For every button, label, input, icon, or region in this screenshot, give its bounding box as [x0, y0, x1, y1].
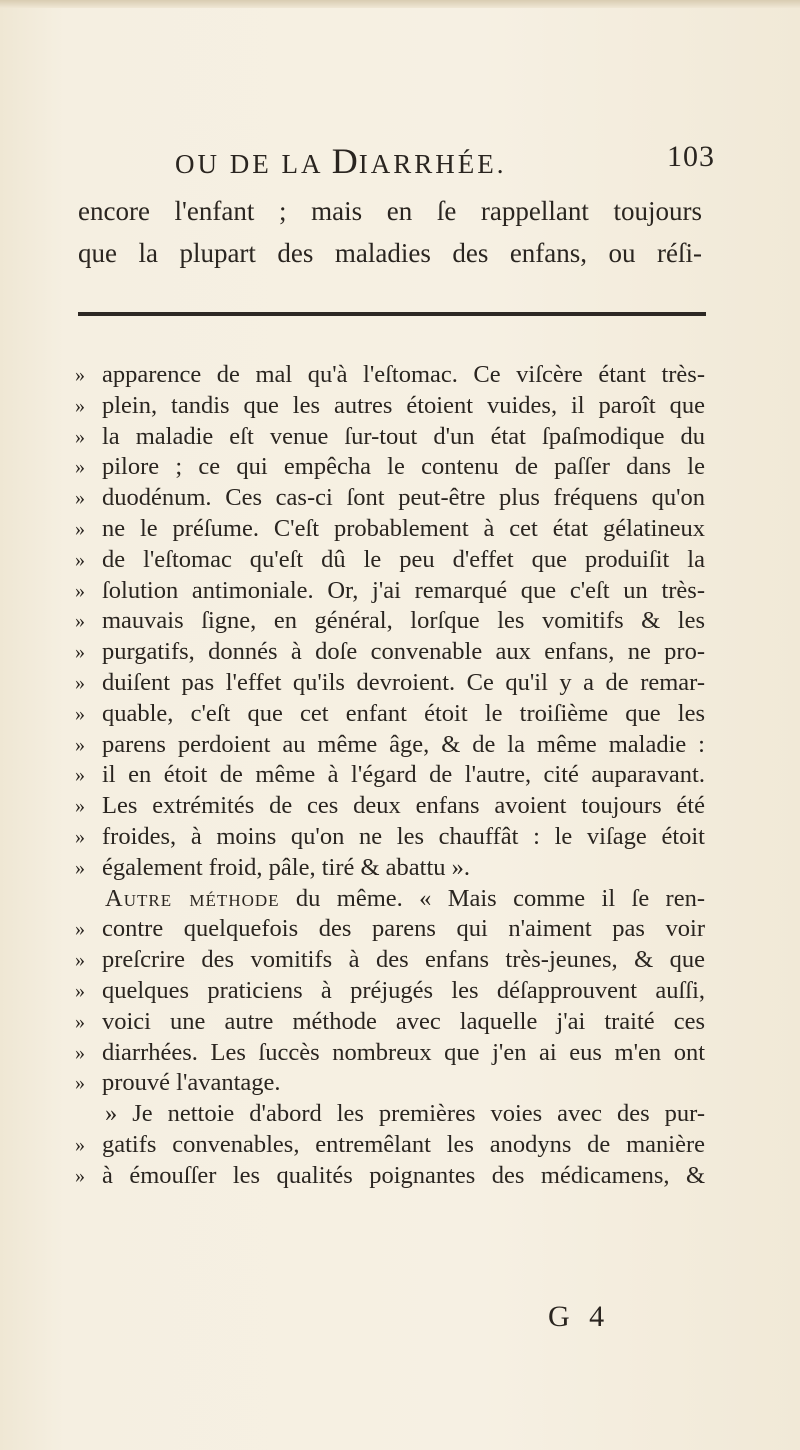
quote-line	[75, 1068, 705, 1099]
quote-text: quelques praticiens à préjugés les déſapprouvent auſſi,	[102, 976, 705, 1004]
quote-mark: »	[75, 610, 85, 633]
quote-mark: »	[75, 364, 85, 386]
quote-text: ſolution antimoniale. Or, j'ai remarqué que c'eſt un très-	[102, 576, 705, 604]
page-top-edge	[0, 0, 800, 8]
method-heading-rest: du même. « Mais comme il ſe ren-	[279, 884, 705, 912]
quote-line	[75, 545, 705, 576]
method-heading-line	[75, 884, 705, 915]
quote-mark: »	[75, 517, 85, 540]
quote-mark: »	[75, 918, 85, 941]
quote-mark: »	[75, 394, 85, 417]
section-rule	[78, 312, 706, 316]
top-text-block	[78, 190, 702, 274]
quote-mark: »	[75, 856, 85, 879]
running-head-title	[175, 140, 507, 182]
quote-mark: »	[75, 949, 85, 972]
quote-mark: »	[75, 456, 85, 479]
quote-line	[75, 822, 705, 853]
quote-line	[75, 1130, 705, 1161]
quote-mark: »	[75, 1133, 85, 1156]
quote-mark: »	[75, 733, 85, 756]
quote-text: contre quelquefois des parens qui n'aiment pas voir	[102, 915, 705, 943]
signature-mark: G 4	[548, 1300, 611, 1333]
quote-line	[75, 699, 705, 730]
quote-text: mauvais ſigne, en général, lorſque les vomitifs & les	[102, 607, 705, 635]
quote-mark: »	[75, 825, 85, 848]
quote-line	[75, 914, 705, 945]
running-head	[175, 140, 715, 180]
quote-mark: »	[75, 671, 85, 694]
quote-text: également froid, pâle, tiré & abattu ».	[102, 853, 471, 881]
quote-mark: »	[75, 579, 85, 602]
quoted-text-block	[75, 360, 705, 1192]
quote-mark: »	[75, 425, 85, 448]
quote-text: il en étoit de même à l'égard de l'autre, cité auparavant.	[102, 761, 705, 789]
method-heading-caps: Autre méthode	[105, 884, 280, 912]
quote-text: pilore ; ce qui empêcha le contenu de paſſer dans le	[102, 453, 705, 481]
quote-text: ne le préſume. C'eſt probablement à cet état gélatineux	[102, 514, 705, 542]
quote-line	[75, 976, 705, 1007]
quote-line	[75, 1038, 705, 1069]
quote-mark: »	[75, 548, 85, 571]
quote-mark: »	[75, 1072, 85, 1095]
running-head-initial: D	[331, 141, 359, 181]
quote-mark: »	[75, 1041, 85, 1064]
quote-text: la maladie eſt venue ſur-tout d'un état ſpaſmodique du	[102, 422, 705, 450]
running-head-rest: IARRHÉE.	[358, 149, 507, 179]
quote-text: gatifs convenables, entremêlant les anodyns de manière	[102, 1130, 705, 1158]
quote-line	[75, 422, 705, 453]
quote-text: prouvé l'avantage.	[102, 1069, 281, 1097]
quote-text: froides, à moins qu'on ne les chauffât : le viſage étoit	[102, 822, 705, 850]
quote-text: quable, c'eſt que cet enfant étoit le troiſième que les	[102, 699, 705, 727]
page-number: 103	[667, 140, 715, 173]
quote-text: » Je nettoie d'abord les premières voies avec des pur-	[105, 1100, 705, 1128]
quote-text: apparence de mal qu'à l'eſtomac. Ce viſcère étant très-	[102, 361, 705, 388]
quote-line	[75, 668, 705, 699]
quote-line	[75, 730, 705, 761]
quote-mark: »	[75, 641, 85, 664]
quote-line	[75, 1007, 705, 1038]
text-line: que la plupart des maladies des enfans, ou réſi-	[78, 238, 702, 268]
quote-line	[75, 483, 705, 514]
quote-text: purgatifs, donnés à doſe convenable aux enfans, ne pro-	[102, 638, 705, 666]
quote-mark: »	[75, 979, 85, 1002]
paragraph-start-line	[75, 1099, 705, 1130]
quote-mark: »	[75, 1164, 85, 1187]
text-line: encore l'enfant ; mais en ſe rappellant toujours	[78, 196, 702, 226]
quote-line	[75, 791, 705, 822]
quote-line	[75, 637, 705, 668]
quote-line	[75, 760, 705, 791]
quote-text: parens perdoient au même âge, & de la même maladie :	[102, 730, 705, 758]
quote-text: plein, tandis que les autres étoient vuides, il paroît que	[102, 391, 705, 419]
quote-mark: »	[75, 1010, 85, 1033]
quote-text: de l'eſtomac qu'eſt dû le peu d'effet que produiſit la	[102, 545, 705, 573]
quote-mark: »	[75, 487, 85, 510]
quote-mark: »	[75, 764, 85, 787]
quote-text: duiſent pas l'effet qu'ils devroient. Ce qu'il y a de remar-	[102, 668, 705, 696]
quote-line	[75, 452, 705, 483]
quote-line	[75, 576, 705, 607]
quote-text: Les extrémités de ces deux enfans avoient toujours été	[102, 792, 705, 820]
quote-text: à émouſſer les qualités poignantes des médicamens, &	[102, 1161, 705, 1189]
quote-line	[75, 853, 705, 884]
quote-line	[75, 391, 705, 422]
quote-text: voici une autre méthode avec laquelle j'ai traité ces	[102, 1007, 705, 1035]
quote-mark: »	[75, 702, 85, 725]
quote-text: preſcrire des vomitifs à des enfans très-jeunes, & que	[102, 946, 705, 974]
quote-line	[75, 360, 705, 391]
quote-line	[75, 606, 705, 637]
quote-line	[75, 514, 705, 545]
method-heading	[75, 884, 705, 915]
quote-text: duodénum. Ces cas-ci ſont peut-être plus fréquens qu'on	[102, 484, 705, 512]
quote-mark: »	[75, 795, 85, 818]
quote-line	[75, 1161, 705, 1192]
quote-line	[75, 945, 705, 976]
running-head-prefix: OU DE LA	[175, 149, 332, 179]
quote-text: diarrhées. Les ſuccès nombreux que j'en ai eus m'en ont	[102, 1038, 705, 1066]
